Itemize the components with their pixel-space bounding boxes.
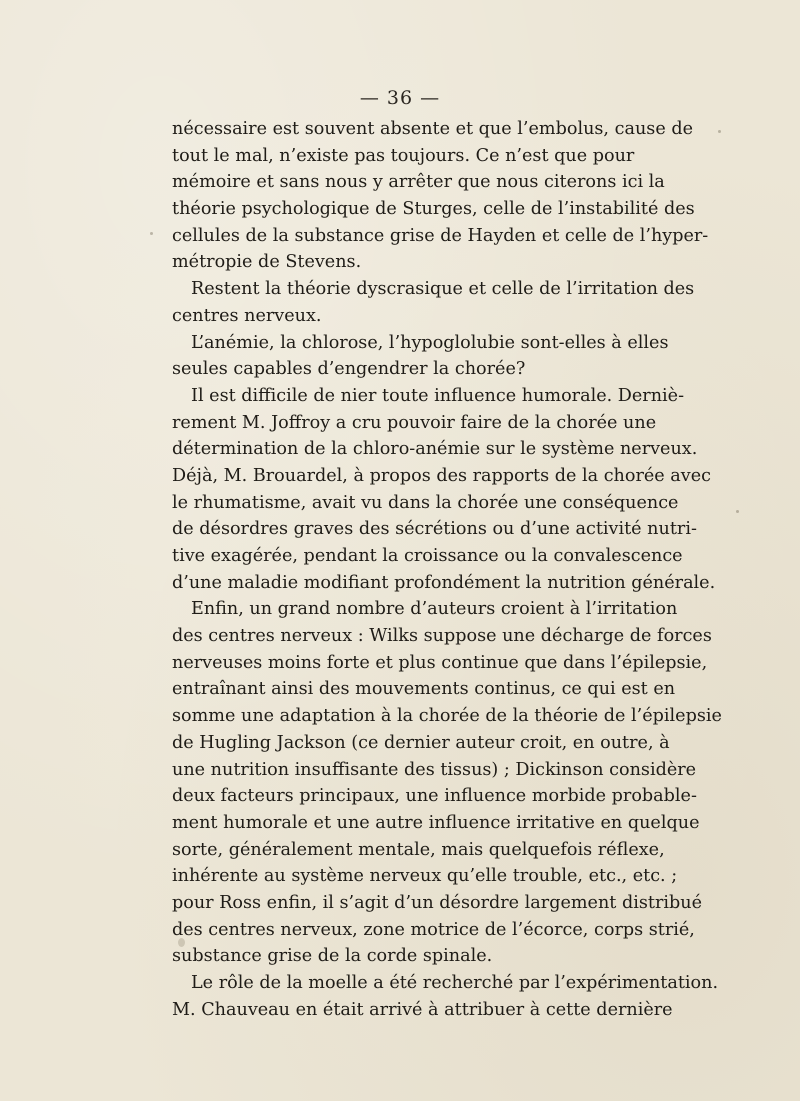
text-line: métropie de Stevens.: [172, 252, 362, 273]
text-line: de désordres graves des sécrétions ou d’une activité nutri-: [172, 519, 697, 540]
text-line: une nutrition insuffisante des tissus) ; Dickinson considère: [172, 759, 697, 780]
text-line: des centres nerveux, zone motrice de l’écorce, corps strié,: [172, 919, 695, 940]
paper-speck: [718, 130, 721, 133]
text-line: deux facteurs principaux, une influence morbide probable-: [172, 786, 697, 807]
text-line: Il est difficile de nier toute influence humorale. Derniè-: [191, 385, 685, 406]
text-line: pour Ross enfin, il s’agit d’un désordre largement distribué: [172, 892, 702, 913]
text-line: de Hugling Jackson (ce dernier auteur croit, en outre, à: [172, 732, 670, 753]
text-line: théorie psychologique de Sturges, celle de l’instabilité des: [172, 199, 695, 220]
text-line: le rhumatisme, avait vu dans la chorée une conséquence: [172, 492, 679, 513]
text-line: tout le mal, n’existe pas toujours. Ce n’est que pour: [172, 145, 635, 166]
text-line: tive exagérée, pendant la croissance ou la convalescence: [172, 546, 683, 566]
text-line: sorte, généralement mentale, mais quelquefois réflexe,: [172, 839, 665, 860]
text-line: L’anémie, la chlorose, l’hypoglolubie sont-elles à elles: [191, 332, 669, 353]
text-line: d’une maladie modifiant profondément la nutrition générale.: [172, 572, 716, 593]
text-line: substance grise de la corde spinale.: [172, 946, 493, 967]
text-line: inhérente au système nerveux qu’elle trouble, etc., etc. ;: [172, 866, 678, 887]
text-line: Restent la théorie dyscrasique et celle de l’irritation des: [191, 279, 695, 300]
text-line: M. Chauveau en était arrivé à attribuer à cette dernière: [172, 999, 673, 1020]
page-number: — 36 —: [359, 87, 441, 109]
text-line: Déjà, M. Brouardel, à propos des rapports de la chorée avec: [172, 465, 712, 486]
paper-speck: [736, 510, 739, 513]
text-line: Le rôle de la moelle a été recherché par l’expérimentation.: [191, 973, 719, 993]
text-line: entraînant ainsi des mouvements continus, ce qui est en: [172, 679, 676, 700]
text-line: des centres nerveux : Wilks suppose une décharge de forces: [172, 626, 712, 647]
text-line: centres nerveux.: [172, 305, 322, 326]
text-line: Enfin, un grand nombre d’auteurs croient à l’irritation: [191, 599, 678, 620]
text-line: somme une adaptation à la chorée de la théorie de l’épilepsie: [172, 706, 722, 727]
text-line: rement M. Joffroy a cru pouvoir faire de la chorée une: [172, 412, 657, 433]
text-line: seules capables d’engendrer la chorée?: [172, 359, 526, 380]
paper-speck: [150, 232, 153, 235]
paper-speck: [178, 938, 185, 947]
text-line: ment humorale et une autre influence irritative en quelque: [172, 812, 700, 833]
text-line: mémoire et sans nous y arrêter que nous citerons ici la: [172, 172, 665, 193]
body-text: [172, 116, 722, 1023]
text-line: détermination de la chloro-anémie sur le système nerveux.: [172, 439, 698, 460]
text-line: nerveuses moins forte et plus continue que dans l’épilepsie,: [172, 652, 708, 673]
text-line: nécessaire est souvent absente et que l’embolus, cause de: [172, 119, 693, 139]
text-line: cellules de la substance grise de Hayden et celle de l’hyper-: [172, 225, 709, 246]
